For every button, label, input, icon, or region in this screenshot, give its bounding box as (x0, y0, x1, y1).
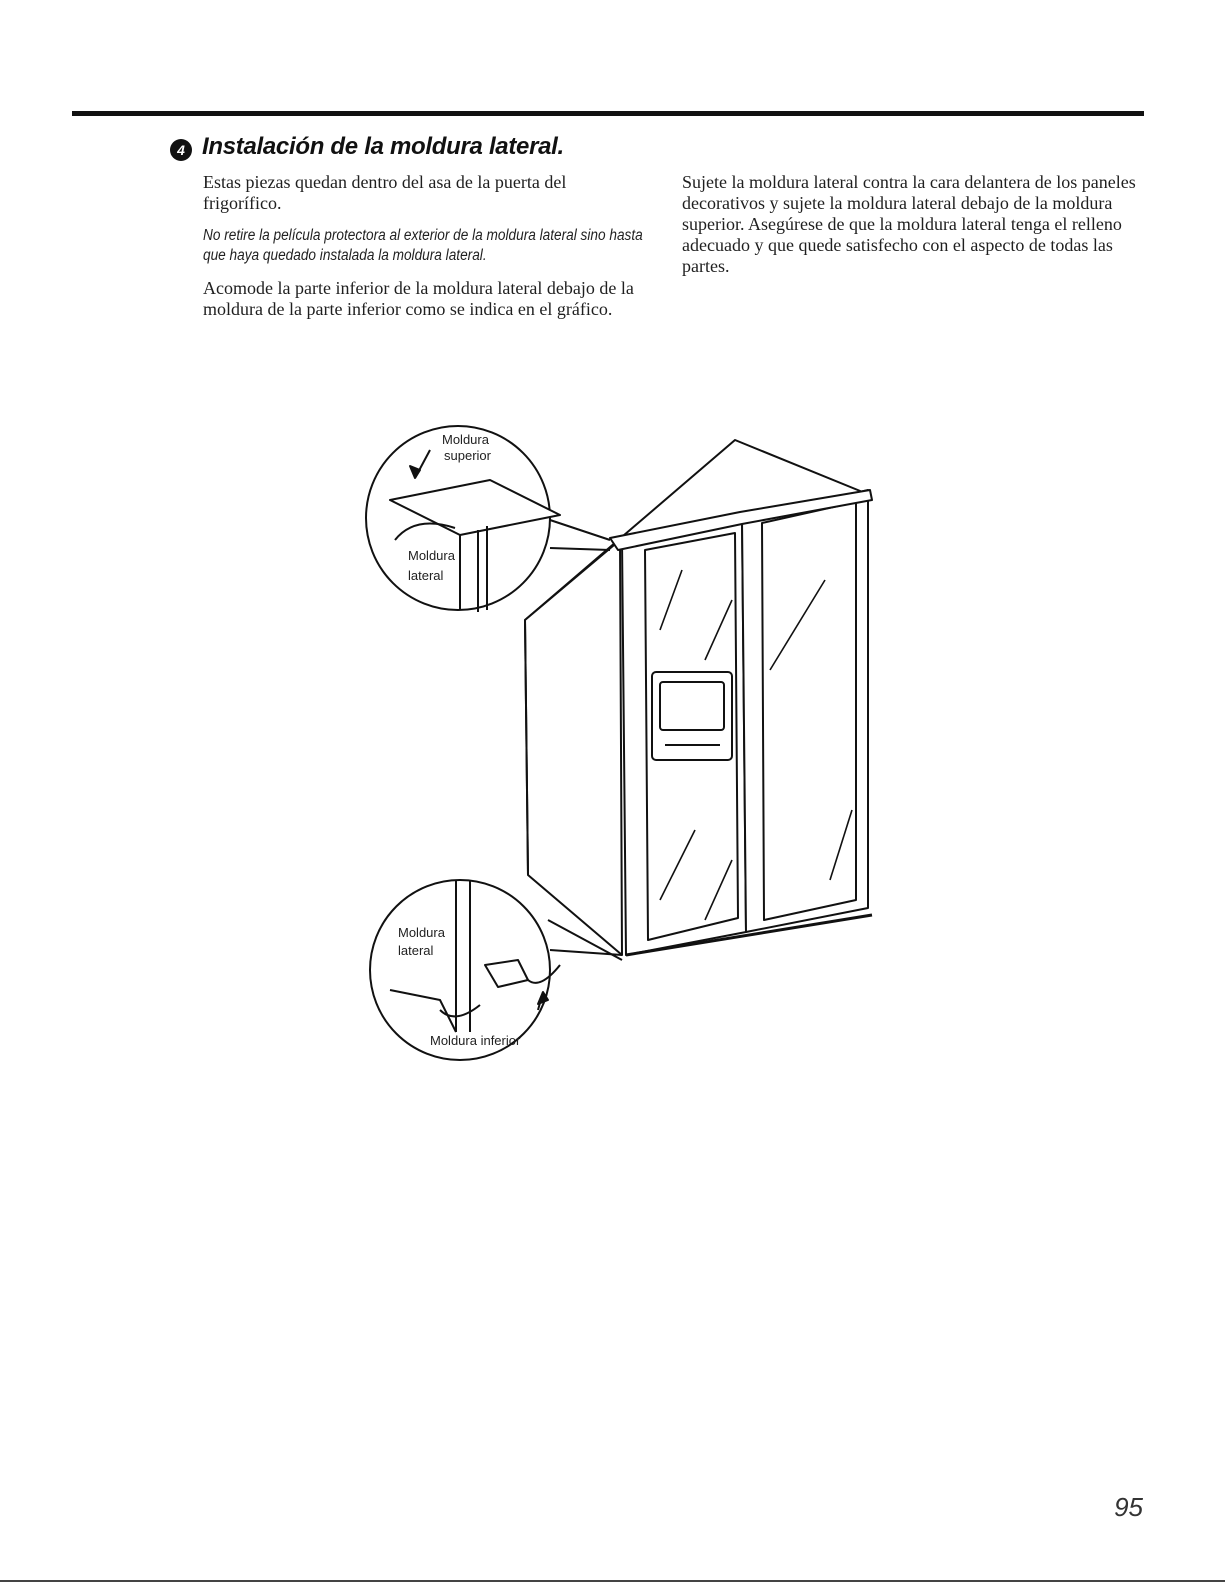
step-number-badge: 4 (170, 139, 192, 161)
top-trim-label-line1: Moldura (442, 432, 489, 447)
refrigerator-trim-illustration (360, 420, 880, 1070)
left-column (203, 172, 643, 332)
attach-trim-paragraph: Sujete la moldura lateral contra la cara delantera de los paneles decorativos y sujete la moldura lateral debajo de la moldura superior. Asegúrese de que la moldura lateral tenga el relleno adecuado y que quede satisfecho con el aspecto de todas las partes. (682, 172, 1136, 276)
bottom-trim-paragraph: Acomode la parte inferior de la moldura lateral debajo de la moldura de la parte inferior como se indica en el gráfico. (203, 278, 634, 319)
side-trim-label-line2: lateral (408, 568, 444, 583)
page-number: 95 (1114, 1492, 1143, 1522)
bottom-trim-label: Moldura inferior (430, 1033, 521, 1048)
section-heading: Instalación de la moldura lateral. (202, 133, 564, 160)
top-trim-label-line2: superior (444, 448, 491, 463)
bottom-side-trim-label-line2: lateral (398, 943, 434, 958)
side-trim-label-line1: Moldura (408, 548, 455, 563)
protective-film-note: No retire la película protectora al exterior de la moldura lateral sino hasta que haya quedado instalada la moldura lateral. (203, 227, 643, 264)
bottom-side-trim-label-line1: Moldura (398, 925, 445, 940)
bottom-rule (0, 1580, 1225, 1582)
dispenser-panel (652, 672, 732, 760)
right-column (682, 172, 1152, 289)
intro-paragraph: Estas piezas quedan dentro del asa de la puerta del frigorífico. (203, 172, 567, 213)
top-rule (72, 111, 1144, 116)
fresh-food-door (742, 490, 868, 932)
